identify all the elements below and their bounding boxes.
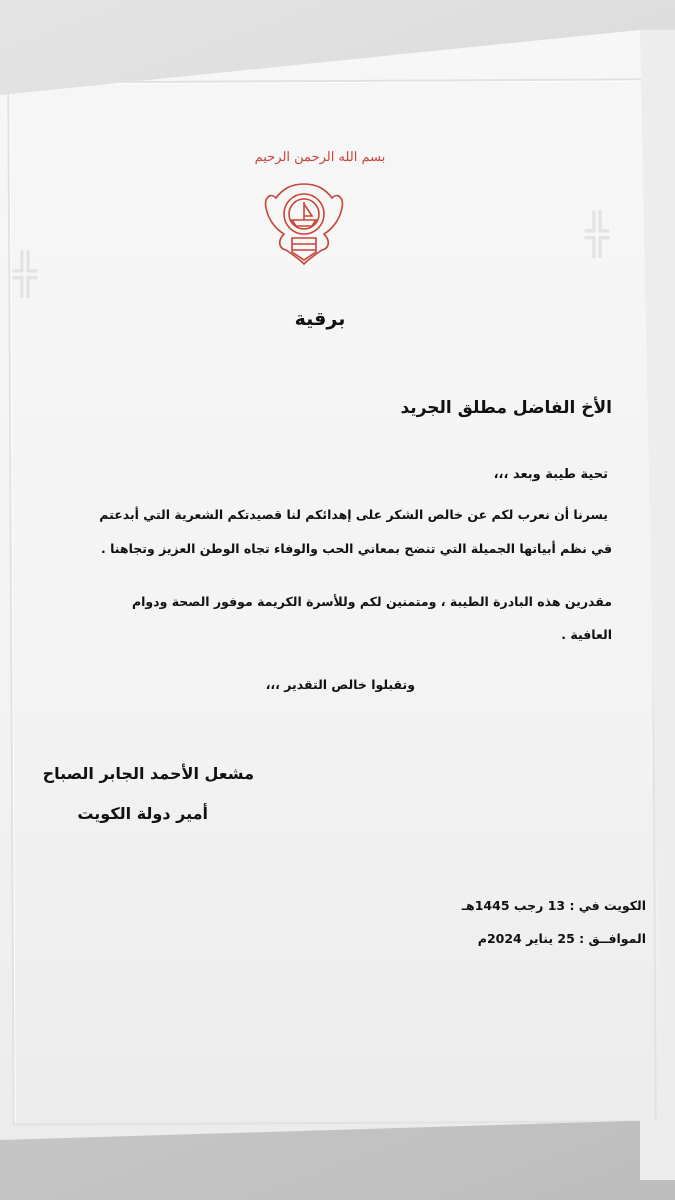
body-line: مقدرين هذه البادرة الطيبة ، ومتمنين لكم وللأسرة الكريمة موفور الصحة ودوام xyxy=(131,594,612,609)
signature-title: أمير دولة الكويت xyxy=(77,804,208,823)
greeting: تحية طيبة وبعد ،،، xyxy=(493,467,608,482)
closing: وتقبلوا خالص التقدير ،،، xyxy=(265,677,415,692)
date-gregorian: الموافــق : 25 يناير 2024م xyxy=(477,931,646,946)
body-line: في نظم أبياتها الجميلة التي تنضح بمعاني الحب والوفاء تجاه الوطن العزيز وتجاهنا . xyxy=(101,541,612,556)
letter-title: برقية xyxy=(294,308,346,330)
signature-name: مشعل الأحمد الجابر الصباح xyxy=(42,764,254,783)
embossed-ornament-right-icon: ╬ xyxy=(584,212,610,258)
body-line: يسرنا أن نعرب لكم عن خالص الشكر على إهدائكم لنا قصيدتكم الشعرية التي أبدعتم xyxy=(99,507,608,522)
date-hijri: الكويت في : 13 رجب 1445هـ xyxy=(461,898,646,913)
addressee: الأخ الفاضل مطلق الجريد xyxy=(400,398,612,418)
basmala: بسم الله الرحمن الرحيم xyxy=(254,150,386,165)
body-line: العافية . xyxy=(561,627,612,642)
kuwait-emblem-icon xyxy=(262,178,346,270)
embossed-ornament-left-icon: ╬ xyxy=(12,252,38,298)
